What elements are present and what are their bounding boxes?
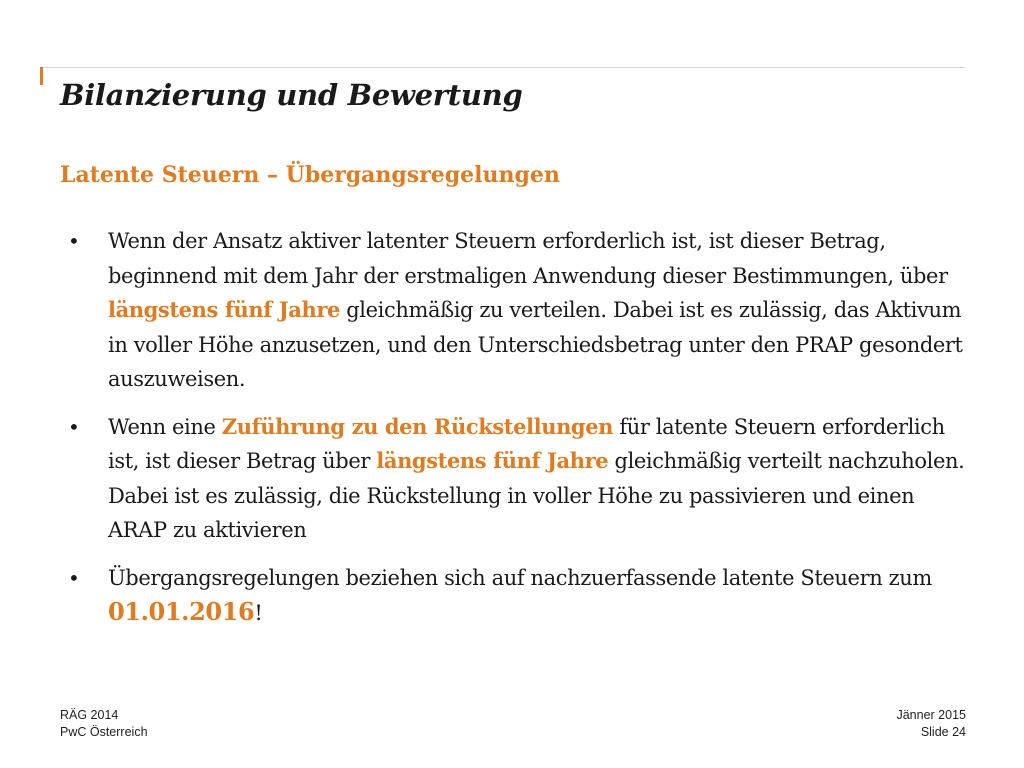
footer-date: Jänner 2015 (896, 708, 966, 722)
bullet-item (60, 410, 970, 548)
slide-subtitle: Latente Steuern – Übergangsregelungen (60, 162, 560, 188)
bullet-list (60, 224, 970, 644)
footer-topic: RÄG 2014 (60, 708, 119, 722)
header-accent-tick (40, 67, 43, 85)
bullet-item (60, 561, 970, 631)
footer-right (896, 707, 966, 741)
bullet-icon: • (68, 565, 80, 590)
bullet-icon: • (68, 229, 80, 253)
highlight-text: Zuführung zu den Rückstellungen (221, 413, 614, 439)
bullet-text: für latente Steuern erforderlich ist, ist dieser Betrag über (108, 414, 945, 473)
bullet-text: Übergangsregelungen beziehen sich auf nachzuerfassende latente Steuern zum (108, 565, 932, 590)
highlight-text: längstens fünf Jahre (108, 297, 340, 322)
footer-left (60, 707, 148, 741)
highlight-date: 01.01.2016 (108, 597, 255, 626)
bullet-item (60, 224, 970, 397)
bullet-text: Wenn eine (108, 414, 222, 439)
footer-company: PwC Österreich (60, 725, 148, 739)
bullet-text: ! (254, 601, 263, 625)
footer-slide-number: Slide 24 (920, 725, 966, 739)
bullet-text: gleichmäßig zu verteilen. Dabei ist es zulässig, das Aktivum in voller Höhe anzusetzen, und den Unterschiedsbetrag unter den PRAP gesondert auszuweisen. (108, 298, 963, 391)
slide-title: Bilanzierung und Bewertung (60, 78, 523, 112)
bullet-text: Wenn der Ansatz aktiver latenter Steuern erforderlich ist, ist dieser Betrag, beginnend mit dem Jahr der erstmaligen Anwendung dieser Bestimmungen, über (108, 229, 948, 288)
highlight-text: längstens fünf Jahre (376, 448, 609, 473)
bullet-text: gleichmäßig verteilt nachzuholen. Dabei ist es zulässig, die Rückstellung in voller Höhe zu passivieren und einen ARAP zu aktivieren (108, 449, 965, 542)
header-rule (40, 67, 965, 68)
bullet-icon: • (68, 414, 80, 439)
